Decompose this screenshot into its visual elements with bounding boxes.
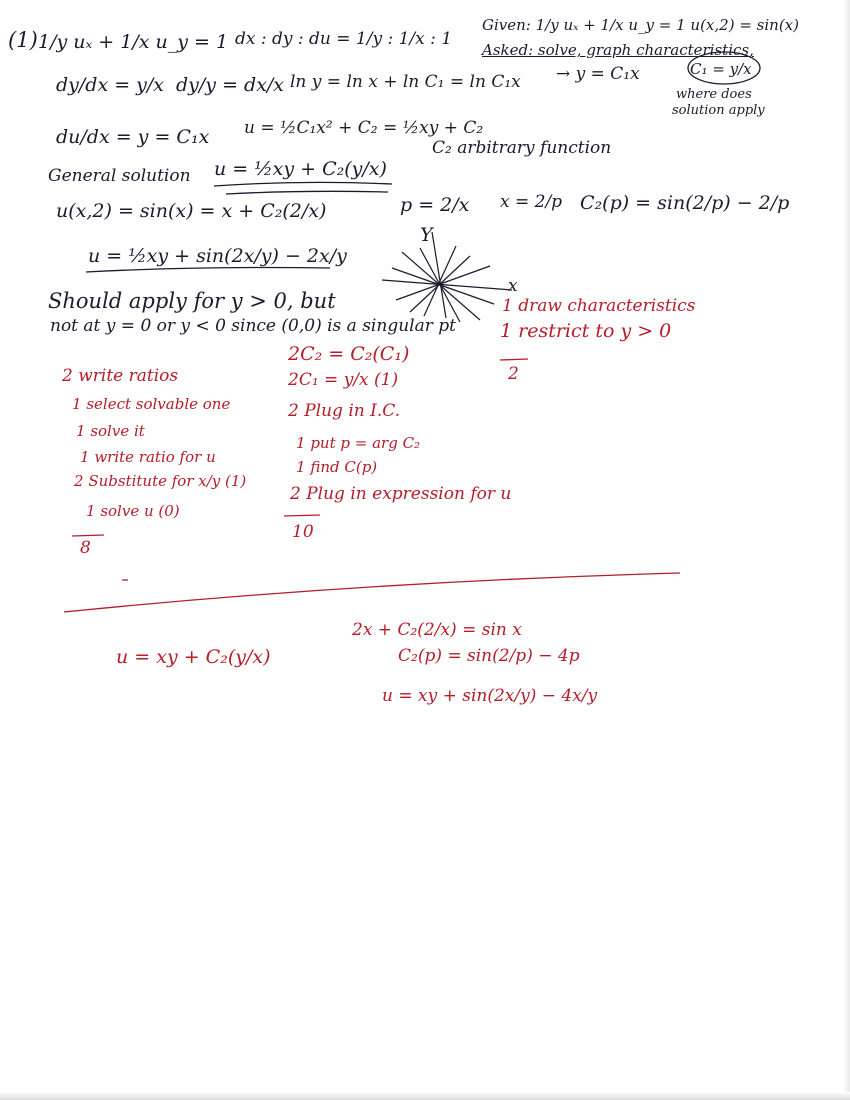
general-solution-underline-2 — [226, 191, 388, 194]
underlines — [86, 52, 760, 272]
c1-circle — [688, 52, 760, 84]
grade-total: 2 — [508, 364, 519, 384]
correction-general-solution: u = xy + C₂(y/x) — [116, 646, 271, 668]
grade-row: 2C₂ = C₂(C₁) — [288, 343, 410, 365]
axis-x-label: x — [508, 276, 518, 296]
col1-total-rule — [72, 535, 104, 536]
grade-points: 1 — [72, 395, 82, 413]
asked-line: Asked: solve, graph characteristics, — [482, 41, 754, 59]
grade-points: 1 — [296, 434, 306, 452]
grade-text: draw characteristics — [518, 296, 696, 316]
initial-condition: u(x,2) = sin(x) = x + C₂(2/x) — [56, 200, 327, 222]
characteristic-line — [396, 266, 490, 300]
grade-row: 2C₁ = y/x (1) — [288, 370, 399, 390]
grade-text: Plug in expression for u — [306, 484, 512, 504]
grade-points: 2 — [74, 472, 84, 490]
grade-total: 10 — [292, 522, 314, 542]
scan-edge-right — [844, 0, 850, 1100]
general-solution-underline — [214, 182, 392, 186]
grade-total: 8 — [80, 538, 91, 558]
grade-text: Substitute for x/y (1) — [88, 472, 247, 490]
domain-statement-1: Should apply for y > 0, but — [48, 289, 336, 313]
grade-points: 1 — [76, 422, 86, 440]
x-in-terms-of-p: x = 2/p — [500, 192, 563, 212]
general-solution: u = ½xy + C₂(y/x) — [214, 158, 387, 180]
apply-note: solution apply — [672, 103, 765, 118]
ode-du-dx: du/dx = y = C₁x — [56, 126, 210, 148]
final-solution: u = ½xy + sin(2x/y) − 2x/y — [88, 245, 347, 267]
grade-points: 1 — [86, 502, 96, 520]
domain-statement-2: not at y = 0 or y < 0 since (0,0) is a singular pt — [50, 316, 456, 336]
problem-number: (1) — [8, 28, 38, 52]
grade-text: find C(p) — [310, 458, 378, 476]
c2-of-p: C₂(p) = sin(2/p) − 2/p — [580, 192, 790, 214]
log-solution: ln y = ln x + ln C₁ = ln C₁x — [290, 72, 521, 92]
correction-final: u = xy + sin(2x/y) − 4x/y — [382, 686, 598, 706]
given-line: Given: 1/y uₓ + 1/x u_y = 1 u(x,2) = sin(x) — [482, 16, 799, 34]
col3-total-rule — [500, 359, 528, 360]
grade-text: solve u (0) — [100, 502, 180, 520]
general-solution-label: General solution — [48, 166, 191, 186]
separator-line — [64, 573, 680, 612]
grade-points: 1 — [80, 448, 90, 466]
grade-points: 2 — [290, 484, 301, 504]
grade-points: 1 — [500, 320, 513, 342]
grade-text: write ratio for u — [94, 448, 216, 466]
c1-note: C₁ = y/x — [690, 60, 752, 78]
grade-points: 2 — [288, 401, 299, 421]
grade-points: 1 — [502, 296, 513, 316]
final-solution-underline — [86, 268, 330, 273]
problem-number-digit: 1 — [16, 28, 30, 52]
integration-step: u = ½C₁x² + C₂ = ½xy + C₂ — [244, 118, 484, 138]
correction-ic: 2x + C₂(2/x) = sin x — [352, 620, 522, 640]
characteristic-ratios: dx : dy : du = 1/y : 1/x : 1 — [235, 29, 453, 49]
arbitrary-function-note: C₂ arbitrary function — [432, 138, 612, 158]
pde-equation: 1/y uₓ + 1/x u_y = 1 — [38, 31, 229, 53]
axis-y-label: Y — [420, 224, 433, 246]
grade-points: 1 — [296, 458, 306, 476]
grade-points: 2 — [62, 366, 73, 386]
red-rules — [64, 359, 680, 612]
col2-total-rule — [284, 515, 320, 516]
where-note: where does — [676, 87, 752, 102]
separated-ode: dy/y = dx/x — [176, 74, 285, 96]
grade-text: Plug in I.C. — [304, 401, 401, 421]
grade-text: restrict to y > 0 — [518, 320, 672, 342]
p-definition: p = 2/x — [400, 194, 470, 216]
grade-text: solve it — [90, 422, 145, 440]
grade-text: put p = arg C₂ — [310, 434, 421, 452]
scan-edge-bottom — [0, 1092, 850, 1100]
grade-text: select solvable one — [86, 395, 231, 413]
ode-dy-dx: dy/dx = y/x — [56, 74, 165, 96]
grade-text: write ratios — [78, 366, 179, 386]
characteristics-sketch — [382, 232, 512, 322]
correction-c2: C₂(p) = sin(2/p) − 4p — [398, 646, 580, 666]
characteristic-curve: → y = C₁x — [556, 64, 640, 84]
